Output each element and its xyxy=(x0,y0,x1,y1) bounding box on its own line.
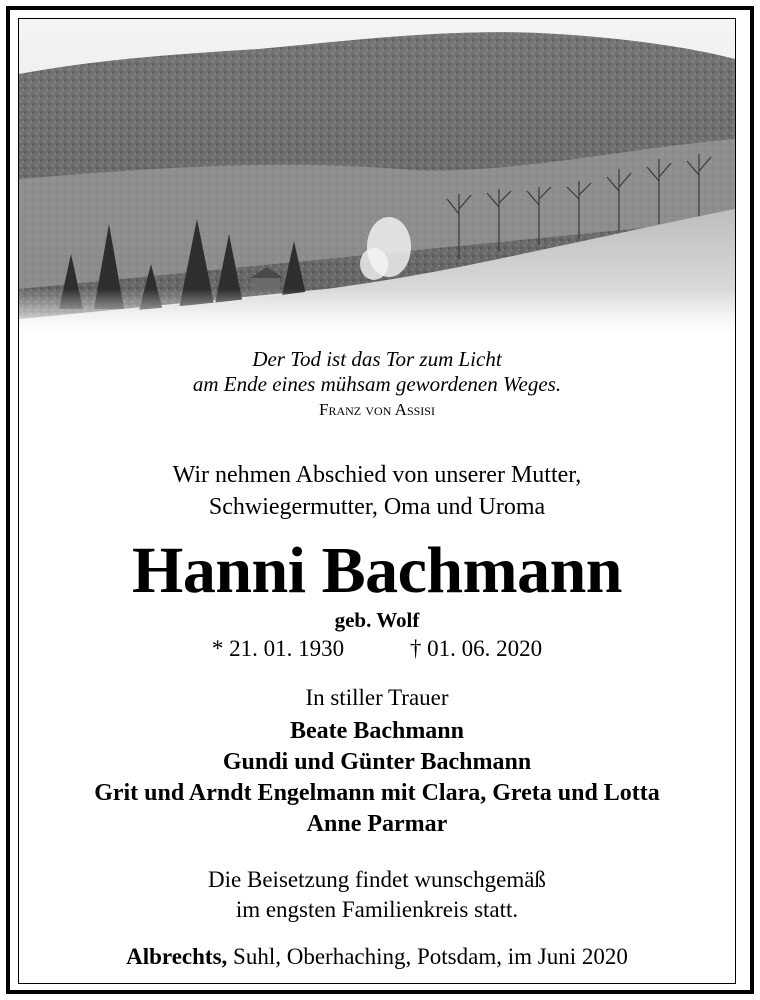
mourners-list xyxy=(19,716,735,840)
places-rest: Suhl, Oberhaching, Potsdam, im Juni 2020 xyxy=(227,944,628,969)
birth-date: * 21. 01. 1930 xyxy=(211,636,345,661)
deceased-name: Hanni Bachmann xyxy=(132,534,622,607)
inner-border xyxy=(18,18,736,984)
outer-border xyxy=(6,6,754,994)
death-date: † 01. 06. 2020 xyxy=(409,636,543,661)
funeral-notice xyxy=(19,865,735,925)
maiden-name: geb. Wolf xyxy=(334,608,420,632)
quote-line-1: Der Tod ist das Tor zum Licht xyxy=(252,347,502,371)
funeral-line-1: Die Beisetzung findet wunschgemäß xyxy=(208,867,546,892)
quote-line-2: am Ende eines mühsam gewordenen Weges. xyxy=(192,372,562,396)
mourning-intro: In stiller Trauer xyxy=(305,685,449,710)
life-dates xyxy=(19,634,735,664)
place-primary: Albrechts, xyxy=(126,944,228,969)
intro-line-2: Schwiegermutter, Oma und Uroma xyxy=(208,494,546,520)
landscape-photo xyxy=(19,19,735,334)
mourner-name: Grit und Arndt Engelmann mit Clara, Greta und Lotta xyxy=(94,780,660,806)
mourner-name: Anne Parmar xyxy=(306,811,448,837)
mourner-name: Gundi und Günter Bachmann xyxy=(222,749,532,775)
funeral-line-2: im engsten Familienkreis statt. xyxy=(235,897,519,922)
intro-text xyxy=(19,459,735,523)
quote-author: Franz von Assisi xyxy=(319,400,435,419)
quote xyxy=(19,347,735,423)
mourner-name: Beate Bachmann xyxy=(290,718,464,744)
places-and-date xyxy=(19,942,735,972)
intro-line-1: Wir nehmen Abschied von unserer Mutter, xyxy=(172,462,582,488)
